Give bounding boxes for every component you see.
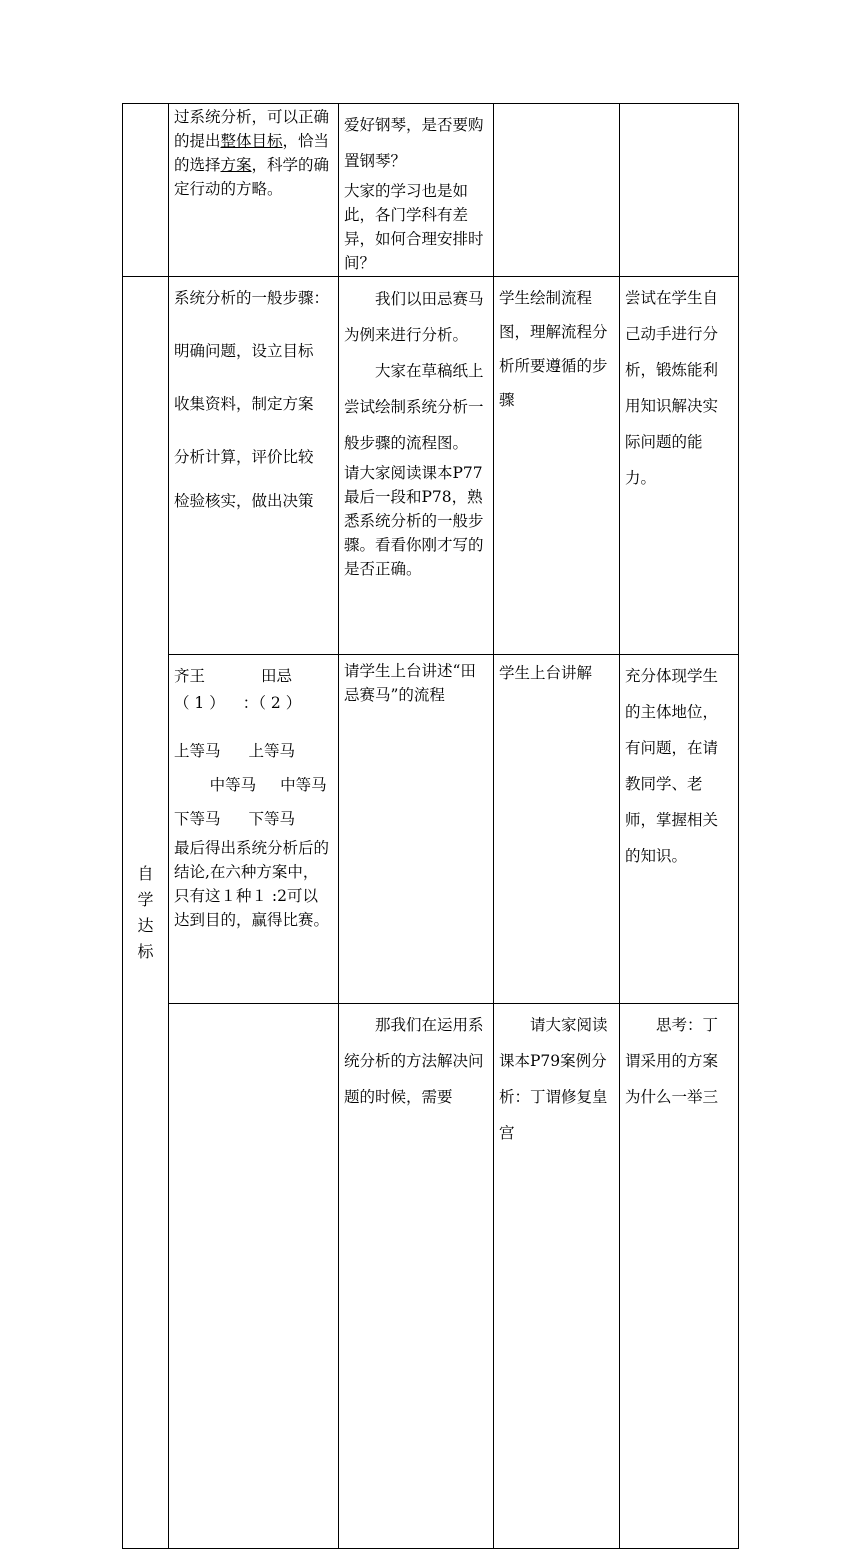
table-row	[123, 277, 739, 655]
method-cell: 那我们在运用系统分析的方法解决问题的时候，需要	[339, 1004, 494, 1549]
activity-cell: 请大家阅读课本P79案例分析：丁谓修复皇宫	[494, 1004, 620, 1549]
section-label: 自学达标	[137, 863, 154, 961]
underlined-term: 方案	[220, 156, 252, 174]
activity-para: 大家在草稿纸上尝试绘制系统分析一般步骤的流程图。	[344, 362, 484, 452]
steps-cell	[169, 277, 339, 655]
step-item: 明确问题，设立目标	[174, 342, 314, 360]
table-row	[123, 104, 739, 277]
underlined-term: 整体目标	[220, 132, 283, 150]
empty-cell	[620, 104, 739, 277]
horse-pair: 中等马 中等马	[209, 776, 327, 794]
plan-ratio-line: （ 1 ） ：（ 2 ）	[174, 694, 302, 712]
step-item: 分析计算，评价比较	[174, 448, 314, 466]
student-activity-cell: 学生上台讲解	[494, 655, 620, 1004]
horse-pair: 上等马 上等马	[174, 742, 296, 760]
piano-question: 爱好钢琴，是否要购置钢琴？	[344, 116, 484, 170]
lesson-plan-table	[122, 103, 739, 1549]
section-label-cell	[123, 277, 169, 1549]
side-cell-empty	[123, 104, 169, 277]
activity-para: 请大家阅读课本P77最后一段和P78，熟悉系统分析的一般步骤。看看你刚才写的是否正确。	[344, 464, 484, 578]
side-cell-empty	[169, 1004, 339, 1549]
activity-cell: 请学生上台讲述“田忌赛马”的流程	[339, 655, 494, 1004]
empty-cell	[494, 104, 620, 277]
horse-race-cell	[169, 655, 339, 1004]
step-item: 收集资料，制定方案	[174, 395, 314, 413]
opponents-line: 齐王 田忌	[174, 667, 293, 685]
table-row	[123, 655, 739, 1004]
student-activity-cell: 思考：丁谓采用的方案为什么一举三	[620, 1004, 739, 1549]
student-activity-cell: 学生绘制流程图，理解流程分析所要遵循的步骤	[494, 277, 620, 655]
intent-cell: 充分体现学生的主体地位，有问题，在请教同学、老师，掌握相关的知识。	[620, 655, 739, 1004]
example-cell	[339, 104, 494, 277]
study-question: 大家的学习也是如此，各门学科有差异，如何合理安排时间？	[344, 182, 484, 272]
horse-pair: 下等马 下等马	[174, 810, 296, 828]
table-row	[123, 1004, 739, 1549]
steps-heading: 系统分析的一般步骤：	[174, 289, 330, 307]
activity-cell	[339, 277, 494, 655]
intent-cell: 尝试在学生自己动手进行分析，锻炼能利用知识解决实际问题的能力。	[620, 277, 739, 655]
conclusion-text: 最后得出系统分析后的结论,在六种方案中，只有这１种１ :2可以达到目的，赢得比赛。	[174, 839, 330, 929]
goal-text-cell: 过系统分析，可以正确的提出整体目标，恰当的选择方案，科学的确定行动的方略。	[169, 104, 339, 277]
step-item: 检验核实，做出决策	[174, 492, 314, 510]
activity-para: 我们以田忌赛马为例来进行分析。	[344, 290, 484, 344]
